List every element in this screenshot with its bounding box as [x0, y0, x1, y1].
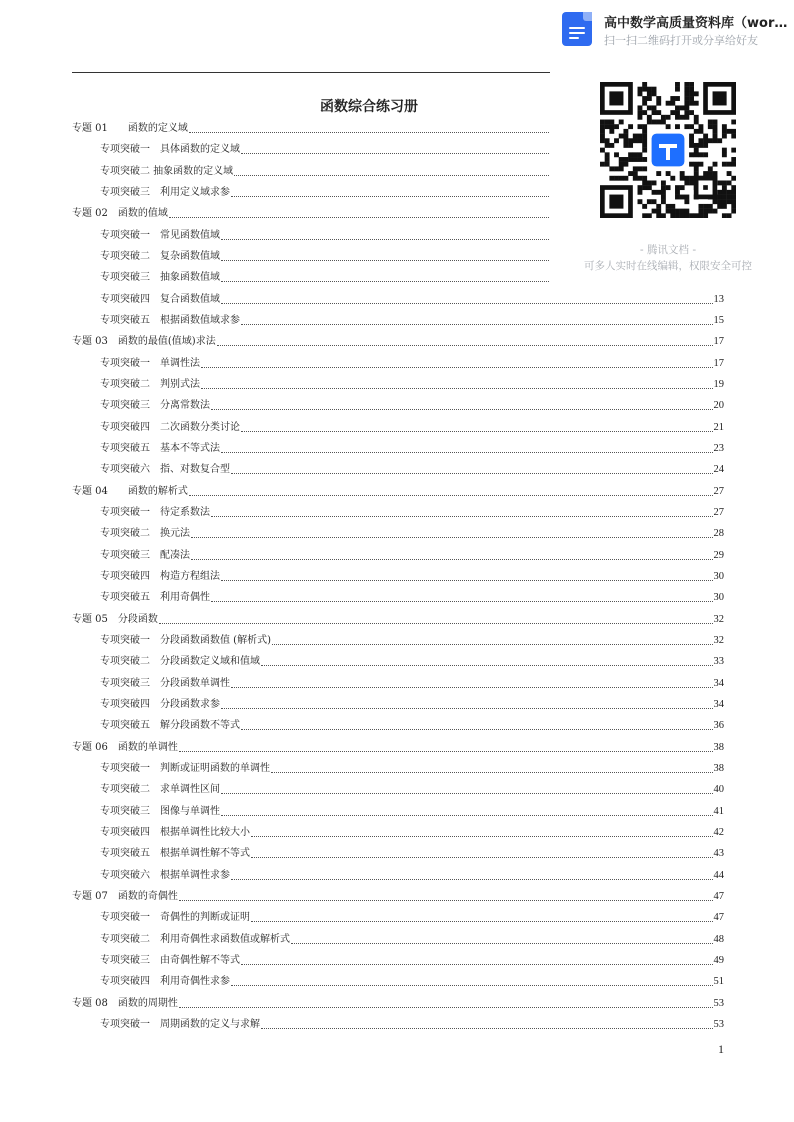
banner-title[interactable]: 高中数学高质量资料库（wor…: [604, 16, 788, 31]
toc-leader-dots: [191, 537, 713, 538]
toc-leader-dots: [221, 793, 713, 794]
toc-chapter-entry[interactable]: [72, 607, 724, 627]
toc-entry-label: 专项突破四 根据单调性比较大小: [100, 826, 250, 838]
toc-entry-label: 专项突破三 分离常数法: [100, 400, 210, 412]
toc-entry-label: 专项突破三 配凑法: [100, 549, 190, 561]
toc-leader-dots: [201, 388, 713, 389]
toc-section-entry[interactable]: [100, 372, 724, 392]
toc-section-entry[interactable]: [100, 777, 724, 797]
toc-leader-dots: [159, 623, 713, 624]
toc-leader-dots: [189, 132, 549, 133]
toc-section-entry[interactable]: [100, 756, 724, 776]
toc-section-entry[interactable]: [100, 692, 724, 712]
toc-entry-label: 专项突破六 指、对数复合型: [100, 464, 230, 476]
toc-entry-page: 44: [713, 869, 724, 881]
toc-entry-label: 专项突破三 抽象函数值域: [100, 272, 220, 284]
toc-entry-page: 53: [713, 997, 724, 1009]
banner-subtitle: 扫一扫二维码打开或分享给好友: [604, 34, 758, 47]
toc-leader-dots: [241, 324, 713, 325]
qr-caption-brand: - 腾讯文档 -: [639, 244, 697, 256]
toc-leader-dots: [211, 601, 713, 602]
toc-section-entry[interactable]: [100, 521, 724, 541]
toc-leader-dots: [241, 729, 713, 730]
toc-entry-page: 17: [713, 357, 724, 369]
toc-leader-dots: [201, 367, 713, 368]
toc-entry-label: 专项突破二 抽象函数的定义域: [100, 165, 234, 177]
toc-entry-label: 专项突破三 由奇偶性解不等式: [100, 954, 240, 966]
toc-leader-dots: [221, 260, 549, 261]
toc-leader-dots: [189, 495, 713, 496]
toc-section-entry[interactable]: [100, 671, 724, 691]
toc-entry-page: 17: [713, 336, 724, 348]
toc-section-entry[interactable]: [100, 543, 724, 563]
document-icon: [562, 12, 592, 46]
toc-entry-page: 29: [713, 549, 724, 561]
toc-leader-dots: [191, 559, 713, 560]
toc-chapter-entry[interactable]: [72, 884, 724, 904]
toc-section-entry[interactable]: [100, 265, 550, 285]
toc-section-entry[interactable]: [100, 564, 724, 584]
toc-section-entry[interactable]: [100, 415, 724, 435]
toc-entry-label: 专项突破五 根据单调性解不等式: [100, 848, 250, 860]
toc-entry-label: 专项突破二 判别式法: [100, 378, 200, 390]
toc-entry-label: 专项突破一 常见函数值域: [100, 229, 220, 241]
toc-entry-page: 19: [713, 378, 724, 390]
toc-leader-dots: [231, 879, 713, 880]
toc-entry-label: 专题 04 函数的解析式: [72, 485, 188, 497]
toc-entry-label: 专项突破二 利用奇偶性求函数值或解析式: [100, 933, 290, 945]
toc-entry-page: 41: [713, 805, 724, 817]
toc-entry-page: 20: [713, 400, 724, 412]
toc-section-entry[interactable]: [100, 969, 724, 989]
toc-leader-dots: [211, 409, 713, 410]
toc-entry-label: 专题 01 函数的定义域: [72, 123, 188, 134]
toc-entry-page: 13: [713, 293, 724, 305]
toc-entry-label: 专项突破一 分段函数函数值 (解析式): [100, 634, 271, 646]
document-title: 函数综合练习册: [320, 99, 418, 115]
toc-section-entry[interactable]: [100, 713, 724, 733]
toc-entry-label: 专题 06 函数的单调性: [72, 741, 178, 753]
toc-section-entry[interactable]: [100, 436, 724, 456]
toc-entry-label: 专项突破一 具体函数的定义域: [100, 144, 240, 156]
toc-leader-dots: [291, 943, 713, 944]
toc-section-entry[interactable]: [100, 841, 724, 861]
toc-entry-label: 专项突破四 二次函数分类讨论: [100, 421, 240, 433]
toc-leader-dots: [251, 857, 713, 858]
toc-leader-dots: [231, 196, 549, 197]
toc-entry-label: 专项突破一 周期函数的定义与求解: [100, 1018, 260, 1030]
toc-entry-page: 42: [713, 826, 724, 838]
toc-entry-label: 专项突破三 图像与单调性: [100, 805, 220, 817]
toc-leader-dots: [231, 985, 713, 986]
toc-chapter-entry[interactable]: [72, 201, 550, 221]
toc-entry-page: 27: [713, 485, 724, 497]
toc-entry-page: 38: [713, 741, 724, 753]
qr-caption: [560, 242, 776, 274]
toc-entry-label: 专项突破四 构造方程组法: [100, 570, 220, 582]
toc-entry-label: 专项突破五 根据函数值域求参: [100, 314, 240, 326]
qr-code-icon[interactable]: [600, 82, 736, 218]
toc-entry-page: 23: [713, 442, 724, 454]
toc-entry-page: 30: [713, 570, 724, 582]
toc-section-entry[interactable]: [100, 1012, 724, 1032]
toc-leader-dots: [261, 665, 713, 666]
header-rule: [72, 72, 550, 73]
toc-entry-label: 专项突破三 利用定义域求参: [100, 186, 230, 198]
toc-entry-label: 专项突破二 复杂函数值域: [100, 250, 220, 262]
toc-entry-page: 48: [713, 933, 724, 945]
toc-section-entry[interactable]: [100, 180, 550, 200]
toc-entry-page: 30: [713, 592, 724, 604]
toc-leader-dots: [241, 964, 713, 965]
toc-chapter-entry[interactable]: [72, 991, 724, 1011]
share-banner[interactable]: [562, 10, 794, 50]
toc-leader-dots: [217, 345, 713, 346]
toc-entry-page: 47: [713, 912, 724, 924]
toc-leader-dots: [221, 281, 549, 282]
toc-chapter-entry[interactable]: [72, 329, 724, 349]
toc-entry-label: 专项突破一 单调性法: [100, 357, 200, 369]
toc-section-entry[interactable]: [100, 927, 724, 947]
toc-leader-dots: [271, 772, 713, 773]
toc-leader-dots: [221, 708, 713, 709]
toc-section-entry[interactable]: [100, 393, 724, 413]
toc-section-entry[interactable]: [100, 287, 724, 307]
toc-leader-dots: [251, 836, 713, 837]
toc-entry-label: 专题 08 函数的周期性: [72, 997, 178, 1009]
toc-entry-page: 32: [713, 613, 724, 625]
page-number: 1: [718, 1042, 724, 1056]
toc-section-entry[interactable]: [100, 159, 550, 179]
toc-leader-dots: [179, 1007, 713, 1008]
toc-leader-dots: [221, 452, 713, 453]
toc-entry-label: 专项突破三 分段函数单调性: [100, 677, 230, 689]
toc-section-entry[interactable]: [100, 351, 724, 371]
toc-entry-label: 专项突破一 判断或证明函数的单调性: [100, 762, 270, 774]
toc-entry-label: 专项突破四 利用奇偶性求参: [100, 976, 230, 988]
toc-section-entry[interactable]: [100, 628, 724, 648]
toc-entry-page: 36: [713, 720, 724, 732]
toc-entry-label: 专题 02 函数的值域: [72, 208, 168, 220]
toc-entry-page: 27: [713, 506, 724, 518]
toc-entry-page: 34: [713, 698, 724, 710]
toc-entry-page: 24: [713, 464, 724, 476]
toc-leader-dots: [211, 516, 713, 517]
toc-entry-page: 15: [713, 314, 724, 326]
toc-entry-label: 专项突破一 奇偶性的判断或证明: [100, 912, 250, 924]
toc-entry-page: 53: [713, 1018, 724, 1030]
toc-leader-dots: [179, 751, 713, 752]
toc-leader-dots: [251, 921, 713, 922]
toc-entry-page: 43: [713, 848, 724, 860]
toc-entry-label: 专题 05 分段函数: [72, 613, 158, 625]
toc-leader-dots: [221, 580, 713, 581]
toc-entry-page: 21: [713, 421, 724, 433]
toc-section-entry[interactable]: [100, 457, 724, 477]
toc-entry-label: 专项突破五 解分段函数不等式: [100, 720, 240, 732]
toc-section-entry[interactable]: [100, 820, 724, 840]
toc-leader-dots: [221, 815, 713, 816]
toc-entry-label: 专项突破二 分段函数定义域和值域: [100, 656, 260, 668]
toc-entry-label: 专项突破五 基本不等式法: [100, 442, 220, 454]
toc-entry-label: 专项突破四 分段函数求参: [100, 698, 220, 710]
toc-chapter-entry[interactable]: [72, 116, 550, 136]
toc-section-entry[interactable]: [100, 137, 550, 157]
toc-chapter-entry[interactable]: [72, 479, 724, 499]
toc-section-entry[interactable]: [100, 649, 724, 669]
toc-section-entry[interactable]: [100, 308, 724, 328]
toc-entry-label: 专项突破五 利用奇偶性: [100, 592, 210, 604]
toc-entry-label: 专项突破二 求单调性区间: [100, 784, 220, 796]
toc-section-entry[interactable]: [100, 500, 724, 520]
toc-entry-label: 专项突破六 根据单调性求参: [100, 869, 230, 881]
toc-entry-page: 28: [713, 528, 724, 540]
toc-entry-label: 专题 03 函数的最值(值域)求法: [72, 336, 216, 348]
toc-leader-dots: [179, 900, 713, 901]
toc-entry-label: 专项突破四 复合函数值域: [100, 293, 220, 305]
toc-entry-label: 专项突破二 换元法: [100, 528, 190, 540]
toc-section-entry[interactable]: [100, 948, 724, 968]
toc-leader-dots: [241, 153, 549, 154]
toc-entry-label: 专题 07 函数的奇偶性: [72, 890, 178, 902]
toc-entry-label: 专项突破一 待定系数法: [100, 506, 210, 518]
toc-entry-page: 32: [713, 634, 724, 646]
toc-entry-page: 34: [713, 677, 724, 689]
toc-section-entry[interactable]: [100, 799, 724, 819]
toc-section-entry[interactable]: [100, 244, 550, 264]
toc-leader-dots: [261, 1028, 713, 1029]
toc-leader-dots: [241, 431, 713, 432]
toc-entry-page: 33: [713, 656, 724, 668]
toc-entry-page: 38: [713, 762, 724, 774]
toc-entry-page: 49: [713, 954, 724, 966]
toc-leader-dots: [272, 644, 713, 645]
toc-section-entry[interactable]: [100, 863, 724, 883]
toc-leader-dots: [231, 687, 713, 688]
toc-section-entry[interactable]: [100, 223, 550, 243]
toc-chapter-entry[interactable]: [72, 735, 724, 755]
toc-leader-dots: [169, 217, 549, 218]
toc-leader-dots: [221, 303, 713, 304]
toc-leader-dots: [234, 175, 549, 176]
toc-entry-page: 47: [713, 890, 724, 902]
toc-section-entry[interactable]: [100, 905, 724, 925]
toc-leader-dots: [221, 239, 549, 240]
toc-entry-page: 40: [713, 784, 724, 796]
toc-section-entry[interactable]: [100, 585, 724, 605]
qr-caption-text: 可多人实时在线编辑，权限安全可控: [584, 260, 752, 272]
toc-leader-dots: [231, 473, 713, 474]
toc-entry-page: 51: [713, 976, 724, 988]
